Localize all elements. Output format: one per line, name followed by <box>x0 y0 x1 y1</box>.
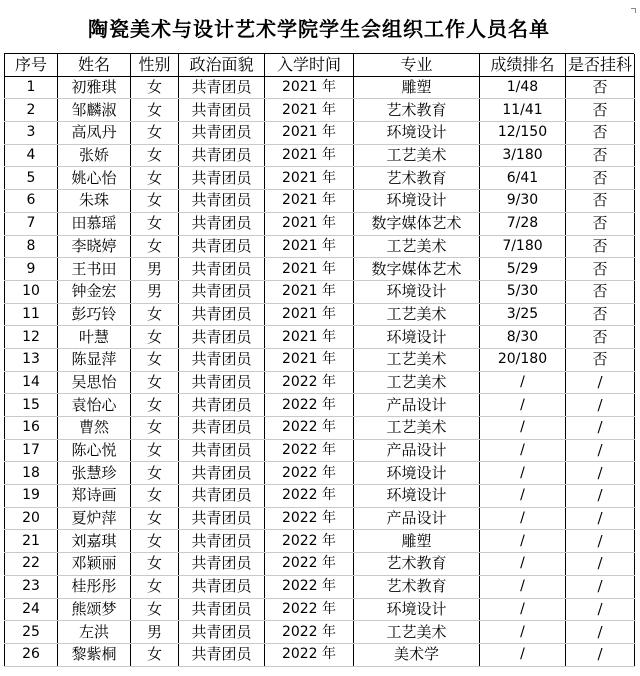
cell-enrollment[interactable]: 2021 年 <box>265 167 354 190</box>
header-cell-ranking[interactable]: 成绩排名 <box>480 54 566 76</box>
cell-major[interactable]: 艺术教育 <box>354 553 480 576</box>
cell-name[interactable]: 张娇 <box>58 144 131 167</box>
cell-gender[interactable]: 女 <box>131 575 179 598</box>
cell-major[interactable]: 雕塑 <box>354 76 480 99</box>
cell-failed-course[interactable]: / <box>566 462 635 485</box>
cell-index[interactable]: 2 <box>5 99 58 122</box>
cell-gender[interactable]: 女 <box>131 643 179 666</box>
cell-name[interactable]: 黎紫桐 <box>58 643 131 666</box>
cell-political-status[interactable]: 共青团员 <box>179 99 265 122</box>
cell-index[interactable]: 18 <box>5 462 58 485</box>
cell-major[interactable]: 工艺美术 <box>354 235 480 258</box>
cell-name[interactable]: 曹然 <box>58 417 131 440</box>
cell-political-status[interactable]: 共青团员 <box>179 122 265 145</box>
header-row <box>5 54 635 76</box>
cell-political-status[interactable]: 共青团员 <box>179 485 265 508</box>
cell-gender[interactable]: 男 <box>131 621 179 644</box>
cell-major[interactable]: 环境设计 <box>354 326 480 349</box>
cell-major[interactable]: 产品设计 <box>354 507 480 530</box>
table-row <box>5 190 635 213</box>
cell-major[interactable]: 环境设计 <box>354 462 480 485</box>
cell-name[interactable]: 李晓婷 <box>58 235 131 258</box>
cell-enrollment[interactable]: 2022 年 <box>265 621 354 644</box>
cell-name[interactable]: 熊颂梦 <box>58 598 131 621</box>
table-row <box>5 212 635 235</box>
cell-ranking[interactable]: / <box>480 507 566 530</box>
cell-name[interactable]: 刘嘉琪 <box>58 530 131 553</box>
cell-gender[interactable]: 女 <box>131 439 179 462</box>
cell-name[interactable]: 邹麟淑 <box>58 99 131 122</box>
cell-ranking[interactable]: 8/30 <box>480 326 566 349</box>
cell-major[interactable]: 环境设计 <box>354 598 480 621</box>
cell-political-status[interactable]: 共青团员 <box>179 507 265 530</box>
table-row <box>5 76 635 99</box>
cell-gender[interactable]: 女 <box>131 167 179 190</box>
cell-index[interactable]: 8 <box>5 235 58 258</box>
sheet-title: 陶瓷美术与设计艺术学院学生会组织工作人员名单 <box>4 6 634 54</box>
cell-major[interactable]: 数字媒体艺术 <box>354 212 480 235</box>
cell-ranking[interactable]: / <box>480 575 566 598</box>
table-row <box>5 530 635 553</box>
cell-enrollment[interactable]: 2021 年 <box>265 144 354 167</box>
table-row <box>5 621 635 644</box>
table-row <box>5 303 635 326</box>
cell-gender[interactable]: 女 <box>131 99 179 122</box>
cell-index[interactable]: 20 <box>5 507 58 530</box>
cell-index[interactable]: 10 <box>5 280 58 303</box>
cell-major[interactable]: 艺术教育 <box>354 575 480 598</box>
table-row <box>5 598 635 621</box>
cell-failed-course[interactable]: 否 <box>566 303 635 326</box>
cell-political-status[interactable]: 共青团员 <box>179 280 265 303</box>
cell-major[interactable]: 工艺美术 <box>354 303 480 326</box>
cell-index[interactable]: 19 <box>5 485 58 508</box>
cell-name[interactable]: 高凤丹 <box>58 122 131 145</box>
cell-enrollment[interactable]: 2022 年 <box>265 553 354 576</box>
cell-enrollment[interactable]: 2022 年 <box>265 371 354 394</box>
cell-ranking[interactable]: 20/180 <box>480 348 566 371</box>
cell-enrollment[interactable]: 2022 年 <box>265 485 354 508</box>
cell-gender[interactable]: 女 <box>131 485 179 508</box>
cell-gender[interactable]: 女 <box>131 507 179 530</box>
cell-political-status[interactable]: 共青团员 <box>179 371 265 394</box>
table-row <box>5 144 635 167</box>
sheet-corner-marker <box>631 8 636 13</box>
cell-index[interactable]: 7 <box>5 212 58 235</box>
cell-gender[interactable]: 女 <box>131 553 179 576</box>
cell-ranking[interactable]: 1/48 <box>480 76 566 99</box>
cell-major[interactable]: 环境设计 <box>354 485 480 508</box>
cell-political-status[interactable]: 共青团员 <box>179 643 265 666</box>
cell-gender[interactable]: 女 <box>131 303 179 326</box>
cell-ranking[interactable]: / <box>480 621 566 644</box>
cell-ranking[interactable]: 9/30 <box>480 190 566 213</box>
cell-name[interactable]: 邓颖丽 <box>58 553 131 576</box>
cell-ranking[interactable]: / <box>480 417 566 440</box>
cell-name[interactable]: 陈显萍 <box>58 348 131 371</box>
cell-ranking[interactable]: 6/41 <box>480 167 566 190</box>
cell-gender[interactable]: 男 <box>131 258 179 281</box>
cell-major[interactable]: 艺术教育 <box>354 99 480 122</box>
cell-gender[interactable]: 女 <box>131 348 179 371</box>
cell-enrollment[interactable]: 2022 年 <box>265 598 354 621</box>
cell-political-status[interactable]: 共青团员 <box>179 190 265 213</box>
cell-gender[interactable]: 女 <box>131 212 179 235</box>
cell-political-status[interactable]: 共青团员 <box>179 348 265 371</box>
table-row <box>5 371 635 394</box>
header-cell-political-status[interactable]: 政治面貌 <box>179 54 265 76</box>
table-row <box>5 348 635 371</box>
cell-failed-course[interactable]: 否 <box>566 167 635 190</box>
spreadsheet-sheet <box>4 6 634 667</box>
table-row <box>5 417 635 440</box>
cell-political-status[interactable]: 共青团员 <box>179 76 265 99</box>
cell-index[interactable]: 11 <box>5 303 58 326</box>
table-body <box>5 76 635 666</box>
cell-ranking[interactable]: 7/180 <box>480 235 566 258</box>
cell-failed-course[interactable]: 否 <box>566 190 635 213</box>
table-row <box>5 485 635 508</box>
cell-failed-course[interactable]: / <box>566 417 635 440</box>
cell-failed-course[interactable]: 否 <box>566 326 635 349</box>
cell-index[interactable]: 21 <box>5 530 58 553</box>
cell-enrollment[interactable]: 2021 年 <box>265 190 354 213</box>
cell-enrollment[interactable]: 2022 年 <box>265 575 354 598</box>
cell-political-status[interactable]: 共青团员 <box>179 621 265 644</box>
cell-enrollment[interactable]: 2021 年 <box>265 122 354 145</box>
cell-ranking[interactable]: / <box>480 462 566 485</box>
cell-name[interactable]: 钟金宏 <box>58 280 131 303</box>
cell-index[interactable]: 1 <box>5 76 58 99</box>
table-row <box>5 643 635 666</box>
table-row <box>5 122 635 145</box>
header-cell-major[interactable]: 专业 <box>354 54 480 76</box>
cell-gender[interactable]: 女 <box>131 417 179 440</box>
cell-name[interactable]: 叶慧 <box>58 326 131 349</box>
cell-failed-course[interactable]: / <box>566 553 635 576</box>
cell-political-status[interactable]: 共青团员 <box>179 394 265 417</box>
cell-political-status[interactable]: 共青团员 <box>179 326 265 349</box>
cell-failed-course[interactable]: / <box>566 621 635 644</box>
cell-ranking[interactable]: / <box>480 371 566 394</box>
cell-name[interactable]: 夏炉萍 <box>58 507 131 530</box>
cell-name[interactable]: 王书田 <box>58 258 131 281</box>
cell-failed-course[interactable]: / <box>566 598 635 621</box>
cell-gender[interactable]: 男 <box>131 280 179 303</box>
cell-major[interactable]: 工艺美术 <box>354 348 480 371</box>
cell-major[interactable]: 数字媒体艺术 <box>354 258 480 281</box>
table-row <box>5 439 635 462</box>
cell-enrollment[interactable]: 2021 年 <box>265 212 354 235</box>
cell-major[interactable]: 工艺美术 <box>354 621 480 644</box>
header-cell-index[interactable]: 序号 <box>5 54 58 76</box>
cell-name[interactable]: 陈心悦 <box>58 439 131 462</box>
cell-failed-course[interactable]: / <box>566 507 635 530</box>
cell-index[interactable]: 12 <box>5 326 58 349</box>
table-row <box>5 258 635 281</box>
cell-political-status[interactable]: 共青团员 <box>179 462 265 485</box>
cell-enrollment[interactable]: 2021 年 <box>265 258 354 281</box>
cell-index[interactable]: 13 <box>5 348 58 371</box>
cell-failed-course[interactable]: / <box>566 485 635 508</box>
cell-enrollment[interactable]: 2021 年 <box>265 326 354 349</box>
cell-political-status[interactable]: 共青团员 <box>179 553 265 576</box>
cell-ranking[interactable]: / <box>480 598 566 621</box>
cell-political-status[interactable]: 共青团员 <box>179 212 265 235</box>
cell-ranking[interactable]: 7/28 <box>480 212 566 235</box>
cell-name[interactable]: 张慧珍 <box>58 462 131 485</box>
cell-enrollment[interactable]: 2021 年 <box>265 280 354 303</box>
cell-ranking[interactable]: 3/180 <box>480 144 566 167</box>
cell-failed-course[interactable]: / <box>566 371 635 394</box>
cell-enrollment[interactable]: 2022 年 <box>265 507 354 530</box>
cell-enrollment[interactable]: 2022 年 <box>265 417 354 440</box>
cell-ranking[interactable]: / <box>480 530 566 553</box>
cell-name[interactable]: 袁怡心 <box>58 394 131 417</box>
cell-political-status[interactable]: 共青团员 <box>179 258 265 281</box>
cell-political-status[interactable]: 共青团员 <box>179 530 265 553</box>
cell-index[interactable]: 15 <box>5 394 58 417</box>
cell-index[interactable]: 16 <box>5 417 58 440</box>
cell-ranking[interactable]: 3/25 <box>480 303 566 326</box>
cell-major[interactable]: 环境设计 <box>354 122 480 145</box>
cell-major[interactable]: 环境设计 <box>354 190 480 213</box>
cell-failed-course[interactable]: / <box>566 530 635 553</box>
cell-ranking[interactable]: 5/29 <box>480 258 566 281</box>
cell-index[interactable]: 9 <box>5 258 58 281</box>
cell-index[interactable]: 4 <box>5 144 58 167</box>
cell-major[interactable]: 环境设计 <box>354 280 480 303</box>
cell-enrollment[interactable]: 2021 年 <box>265 348 354 371</box>
cell-major[interactable]: 雕塑 <box>354 530 480 553</box>
cell-ranking[interactable]: / <box>480 394 566 417</box>
cell-failed-course[interactable]: 否 <box>566 76 635 99</box>
cell-political-status[interactable]: 共青团员 <box>179 167 265 190</box>
roster-table <box>4 54 635 667</box>
cell-name[interactable]: 郑诗画 <box>58 485 131 508</box>
cell-political-status[interactable]: 共青团员 <box>179 235 265 258</box>
cell-index[interactable]: 14 <box>5 371 58 394</box>
cell-gender[interactable]: 女 <box>131 326 179 349</box>
cell-ranking[interactable]: 12/150 <box>480 122 566 145</box>
cell-enrollment[interactable]: 2021 年 <box>265 76 354 99</box>
cell-gender[interactable]: 女 <box>131 598 179 621</box>
cell-name[interactable]: 朱珠 <box>58 190 131 213</box>
header-cell-failed-course[interactable]: 是否挂科 <box>566 54 635 76</box>
cell-gender[interactable]: 女 <box>131 462 179 485</box>
cell-failed-course[interactable]: / <box>566 394 635 417</box>
cell-index[interactable]: 6 <box>5 190 58 213</box>
table-row <box>5 167 635 190</box>
table-row <box>5 553 635 576</box>
cell-failed-course[interactable]: 否 <box>566 235 635 258</box>
cell-political-status[interactable]: 共青团员 <box>179 417 265 440</box>
cell-enrollment[interactable]: 2022 年 <box>265 462 354 485</box>
cell-major[interactable]: 艺术教育 <box>354 167 480 190</box>
table-row <box>5 280 635 303</box>
cell-name[interactable]: 吴思怡 <box>58 371 131 394</box>
cell-name[interactable]: 姚心怡 <box>58 167 131 190</box>
cell-index[interactable]: 5 <box>5 167 58 190</box>
cell-failed-course[interactable]: 否 <box>566 258 635 281</box>
cell-political-status[interactable]: 共青团员 <box>179 144 265 167</box>
cell-major[interactable]: 工艺美术 <box>354 417 480 440</box>
cell-failed-course[interactable]: 否 <box>566 280 635 303</box>
table-row <box>5 99 635 122</box>
cell-ranking[interactable]: 11/41 <box>480 99 566 122</box>
cell-gender[interactable]: 女 <box>131 190 179 213</box>
cell-failed-course[interactable]: / <box>566 575 635 598</box>
cell-major[interactable]: 产品设计 <box>354 439 480 462</box>
cell-enrollment[interactable]: 2022 年 <box>265 394 354 417</box>
cell-gender[interactable]: 女 <box>131 371 179 394</box>
cell-failed-course[interactable]: / <box>566 643 635 666</box>
cell-failed-course[interactable]: 否 <box>566 348 635 371</box>
cell-gender[interactable]: 女 <box>131 144 179 167</box>
table-row <box>5 394 635 417</box>
header-cell-gender[interactable]: 性别 <box>131 54 179 76</box>
cell-ranking[interactable]: / <box>480 439 566 462</box>
cell-gender[interactable]: 女 <box>131 76 179 99</box>
cell-failed-course[interactable]: 否 <box>566 212 635 235</box>
cell-index[interactable]: 22 <box>5 553 58 576</box>
cell-gender[interactable]: 女 <box>131 235 179 258</box>
cell-name[interactable]: 田慕瑶 <box>58 212 131 235</box>
cell-political-status[interactable]: 共青团员 <box>179 439 265 462</box>
cell-index[interactable]: 26 <box>5 643 58 666</box>
cell-political-status[interactable]: 共青团员 <box>179 303 265 326</box>
cell-index[interactable]: 24 <box>5 598 58 621</box>
cell-enrollment[interactable]: 2021 年 <box>265 235 354 258</box>
table-row <box>5 326 635 349</box>
cell-major[interactable]: 工艺美术 <box>354 371 480 394</box>
cell-name[interactable]: 左洪 <box>58 621 131 644</box>
cell-ranking[interactable]: / <box>480 643 566 666</box>
cell-failed-course[interactable]: / <box>566 439 635 462</box>
cell-enrollment[interactable]: 2022 年 <box>265 530 354 553</box>
header-cell-name[interactable]: 姓名 <box>58 54 131 76</box>
cell-enrollment[interactable]: 2021 年 <box>265 303 354 326</box>
cell-failed-course[interactable]: 否 <box>566 144 635 167</box>
cell-major[interactable]: 工艺美术 <box>354 144 480 167</box>
cell-political-status[interactable]: 共青团员 <box>179 598 265 621</box>
cell-name[interactable]: 桂彤彤 <box>58 575 131 598</box>
cell-major[interactable]: 美术学 <box>354 643 480 666</box>
cell-index[interactable]: 3 <box>5 122 58 145</box>
cell-failed-course[interactable]: 否 <box>566 99 635 122</box>
table-row <box>5 235 635 258</box>
cell-failed-course[interactable]: 否 <box>566 122 635 145</box>
cell-ranking[interactable]: / <box>480 553 566 576</box>
cell-index[interactable]: 17 <box>5 439 58 462</box>
table-row <box>5 507 635 530</box>
cell-political-status[interactable]: 共青团员 <box>179 575 265 598</box>
table-row <box>5 462 635 485</box>
cell-name[interactable]: 初雅琪 <box>58 76 131 99</box>
cell-major[interactable]: 产品设计 <box>354 394 480 417</box>
cell-gender[interactable]: 女 <box>131 530 179 553</box>
cell-enrollment[interactable]: 2021 年 <box>265 99 354 122</box>
cell-enrollment[interactable]: 2022 年 <box>265 439 354 462</box>
cell-enrollment[interactable]: 2022 年 <box>265 643 354 666</box>
table-row <box>5 575 635 598</box>
cell-ranking[interactable]: / <box>480 485 566 508</box>
cell-index[interactable]: 23 <box>5 575 58 598</box>
cell-gender[interactable]: 女 <box>131 394 179 417</box>
cell-gender[interactable]: 女 <box>131 122 179 145</box>
header-cell-enrollment[interactable]: 入学时间 <box>265 54 354 76</box>
cell-name[interactable]: 彭巧铃 <box>58 303 131 326</box>
cell-ranking[interactable]: 5/30 <box>480 280 566 303</box>
cell-index[interactable]: 25 <box>5 621 58 644</box>
